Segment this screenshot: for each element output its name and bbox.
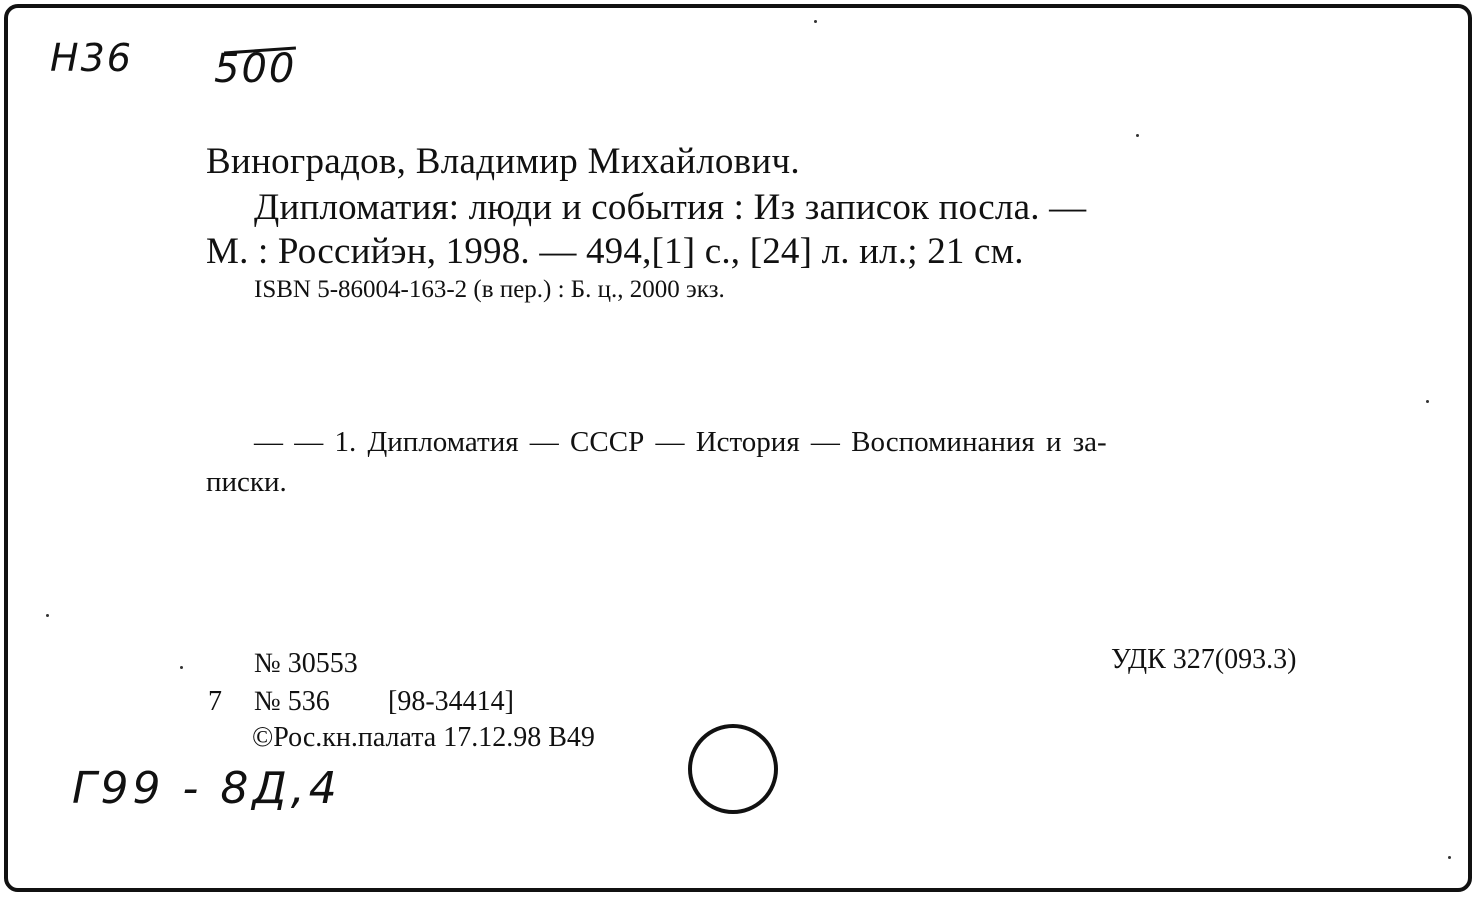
scan-speck <box>1448 856 1451 859</box>
card-prefix: 7 <box>208 686 222 717</box>
subject-heading-line-2: писки. <box>206 466 287 498</box>
card-number: № 536 <box>254 686 330 717</box>
record-number: № 30553 <box>254 648 358 679</box>
scan-speck <box>814 20 817 23</box>
chamber-code: [98-34414] <box>388 686 514 717</box>
catalog-card <box>4 4 1472 892</box>
author-heading: Виноградов, Владимир Михайлович. <box>206 141 800 182</box>
handwritten-call-number: Г99 - 8Д,4 <box>72 763 341 814</box>
scan-speck <box>180 666 183 669</box>
imprint-line: М. : Российэн, 1998. — 494,[1] с., [24] л. ил.; 21 см. <box>206 231 1024 272</box>
copyright-line: ©Рос.кн.палата 17.12.98 В49 <box>252 722 595 753</box>
scan-speck <box>1136 134 1139 137</box>
punch-hole-circle <box>688 724 778 814</box>
scan-speck <box>46 614 49 617</box>
isbn-line: ISBN 5-86004-163-2 (в пер.) : Б. ц., 2000 экз. <box>254 276 725 303</box>
handwritten-number: 500 <box>214 46 297 92</box>
scan-speck <box>1426 400 1429 403</box>
title-line: Дипломатия: люди и события : Из записок посла. — <box>254 187 1087 228</box>
subject-heading-line-1: — — 1. Дипломатия — СССР — История — Воспоминания и за- <box>254 426 1107 458</box>
udk-classification: УДК 327(093.3) <box>1111 644 1297 675</box>
handwritten-shelf-mark: Н36 <box>50 36 133 80</box>
